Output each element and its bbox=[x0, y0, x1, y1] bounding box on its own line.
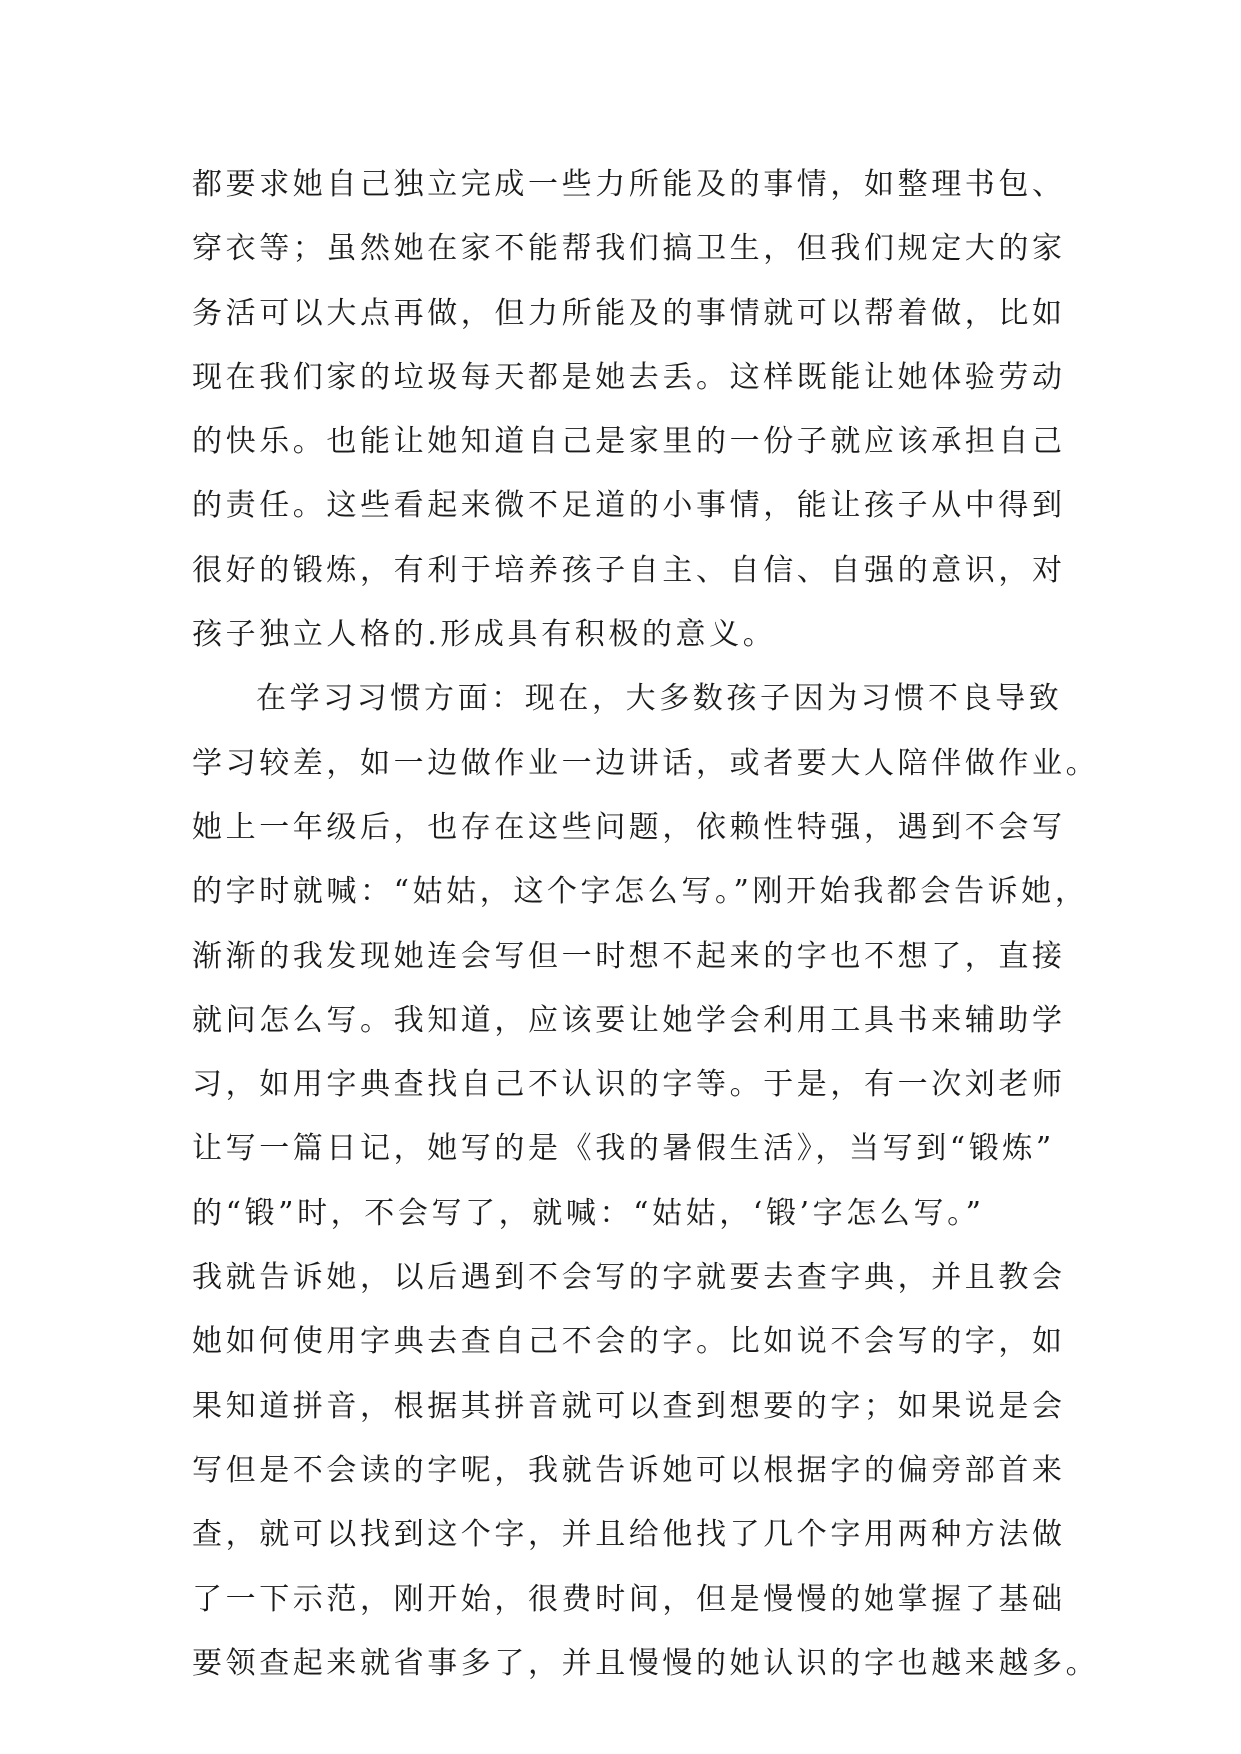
text-line: 了一下示范，刚开始，很费时间，但是慢慢的她掌握了基础 bbox=[192, 1581, 1066, 1617]
text-line: 穿衣等；虽然她在家不能帮我们搞卫生，但我们规定大的家 bbox=[192, 231, 1066, 267]
text-line: 的责任。这些看起来微不足道的小事情，能让孩子从中得到 bbox=[192, 488, 1066, 524]
body-text bbox=[192, 153, 1100, 1696]
text-line: 的快乐。也能让她知道自己是家里的一份子就应该承担自己 bbox=[192, 424, 1066, 460]
text-line: 现在我们家的垃圾每天都是她去丢。这样既能让她体验劳动 bbox=[192, 359, 1066, 395]
text-line: 她如何使用字典去查自己不会的字。比如说不会写的字，如 bbox=[192, 1324, 1066, 1360]
text-line: 孩子独立人格的.形成具有积极的意义。 bbox=[192, 617, 777, 653]
text-line: 很好的锻炼，有利于培养孩子自主、自信、自强的意识，对 bbox=[192, 552, 1066, 588]
text-line: 果知道拼音，根据其拼音就可以查到想要的字；如果说是会 bbox=[192, 1388, 1066, 1424]
text-line: 就问怎么写。我知道，应该要让她学会利用工具书来辅助学 bbox=[192, 1002, 1066, 1038]
paragraph-first-line: 在学习习惯方面：现在，大多数孩子因为习惯不良导致 bbox=[256, 681, 1063, 717]
text-line: 务活可以大点再做，但力所能及的事情就可以帮着做，比如 bbox=[192, 295, 1066, 331]
text-line: 她上一年级后，也存在这些问题，依赖性特强，遇到不会写 bbox=[192, 809, 1066, 845]
text-line: 的“锻”时，不会写了，就喊：“姑姑，‘锻’字怎么写。” bbox=[192, 1195, 985, 1231]
text-line: 都要求她自己独立完成一些力所能及的事情，如整理书包、 bbox=[192, 167, 1066, 202]
text-line: 查，就可以找到这个字，并且给他找了几个字用两种方法做 bbox=[192, 1517, 1066, 1553]
text-line: 的字时就喊：“姑姑，这个字怎么写。”刚开始我都会告诉她， bbox=[192, 874, 1089, 910]
text-line: 要领查起来就省事多了，并且慢慢的她认识的字也越来越多。 bbox=[192, 1645, 1100, 1681]
text-line: 写但是不会读的字呢，我就告诉她可以根据字的偏旁部首来 bbox=[192, 1452, 1066, 1488]
text-line: 我就告诉她，以后遇到不会写的字就要去查字典，并且教会 bbox=[192, 1260, 1066, 1296]
text-line: 让写一篇日记，她写的是《我的暑假生活》，当写到“锻炼” bbox=[192, 1131, 1055, 1167]
text-line: 习，如用字典查找自己不认识的字等。于是，有一次刘老师 bbox=[192, 1067, 1066, 1103]
text-line: 渐渐的我发现她连会写但一时想不起来的字也不想了，直接 bbox=[192, 938, 1066, 974]
text-line: 学习较差，如一边做作业一边讲话，或者要大人陪伴做作业。 bbox=[192, 745, 1100, 781]
